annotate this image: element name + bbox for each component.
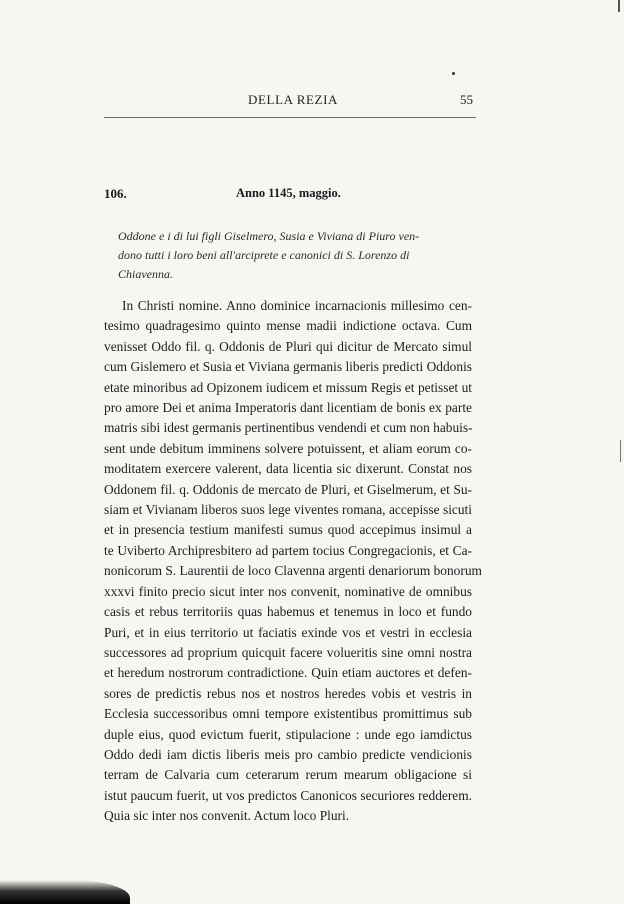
body-line: istut paucum fuerit, ut vos predictos Canonicos securiores redderem. xyxy=(104,787,472,803)
document-number: 106. xyxy=(104,186,127,201)
body-line: sores de predictis rebus nos et nostros heredes vobis et vestris in xyxy=(104,685,472,701)
scan-corner-shadow xyxy=(0,880,130,904)
body-line: terram de Calvaria cum ceterarum rerum mearum obligacione si xyxy=(104,767,472,783)
scan-edge-mark xyxy=(618,0,620,12)
scan-dot-mark xyxy=(452,72,455,75)
body-line: te Uviberto Archipresbitero ad partem tocius Congregacionis, et Ca- xyxy=(104,542,472,558)
body-line: Quia sic inter nos convenit. Actum loco Pluri. xyxy=(104,808,350,824)
document-body xyxy=(104,296,482,827)
body-line: tesimo quadragesimo quinto mense madii indictione octava. Cum xyxy=(104,318,472,334)
body-line: et heredum nostrorum contradictione. Quin etiam auctores et defen- xyxy=(104,665,472,681)
page-number: 55 xyxy=(460,92,473,107)
header-rule xyxy=(104,117,476,118)
body-line: sent unde debitum imminens solvere potuissent, et aliam eorum co- xyxy=(104,440,472,456)
body-line: Ecclesia successoribus omni tempore existentibus promittimus sub xyxy=(104,706,472,722)
scan-margin-mark xyxy=(620,440,621,462)
body-line: cum Gislemero et Susia et Viviana germanis liberis predicti Oddonis xyxy=(104,359,472,375)
body-line: Oddo dedi iam dictis liberis meis pro cambio predicte vendicionis xyxy=(104,746,472,762)
body-line: successores ad proprium quicquit facere volueritis sine omni nostra xyxy=(104,644,472,660)
body-line: matris sibi idest germanis pertinentibus vendendi et cum non habuis- xyxy=(104,420,473,436)
body-line: pro amore Dei et anima Imperatoris dant licentiam de bonis ex parte xyxy=(104,400,472,416)
body-line: Puri, et in eius territorio ut faciatis exinde vos et vestri in ecclesia xyxy=(104,624,472,640)
body-line: etate minoribus ad Opizonem iudicem et missum Regis et petisset ut xyxy=(104,379,472,395)
document-date: Anno 1145, maggio. xyxy=(236,186,341,200)
body-line: siam et Vivianam liberos suos lege viventes romana, accepisse sicuti xyxy=(104,502,472,518)
body-line: Oddonem fil. q. Oddonis de mercato de Pluri, et Giselmerum, et Su- xyxy=(104,481,472,497)
body-line: In Christi nomine. Anno dominice incarnacionis millesimo cen- xyxy=(122,298,472,313)
body-line: et in presencia testium manifesti sumus quod accepimus insimul a xyxy=(104,522,472,538)
body-line: duple eius, quod evictum fuerit, stipulacione : unde ego iamdictus xyxy=(104,726,472,742)
body-line: venisset Oddo fil. q. Oddonis de Pluri qui dicitur de Mercato simul xyxy=(104,338,472,354)
summary-line: Chiavenna. xyxy=(118,267,173,281)
summary-line: Oddone e i di lui figli Giselmero, Susia e Viviana di Piuro ven- xyxy=(118,229,420,243)
body-line: nonicorum S. Laurentii de loco Clavenna argenti denariorum bonorum xyxy=(104,563,482,579)
body-line: casis et rebus territoriis quas habemus et tenemus in loco et fundo xyxy=(104,604,472,620)
running-header-title: DELLA REZIA xyxy=(248,92,339,107)
body-line: moditatem exercere valerent, data licentia sic dixerunt. Constat nos xyxy=(104,461,472,477)
summary-line: dono tutti i loro beni all'arciprete e canonici di S. Lorenzo di xyxy=(118,248,410,262)
document-summary xyxy=(118,227,472,284)
body-line: xxxvi finito precio sicut inter nos convenit, nominative de omnibus xyxy=(104,583,472,599)
